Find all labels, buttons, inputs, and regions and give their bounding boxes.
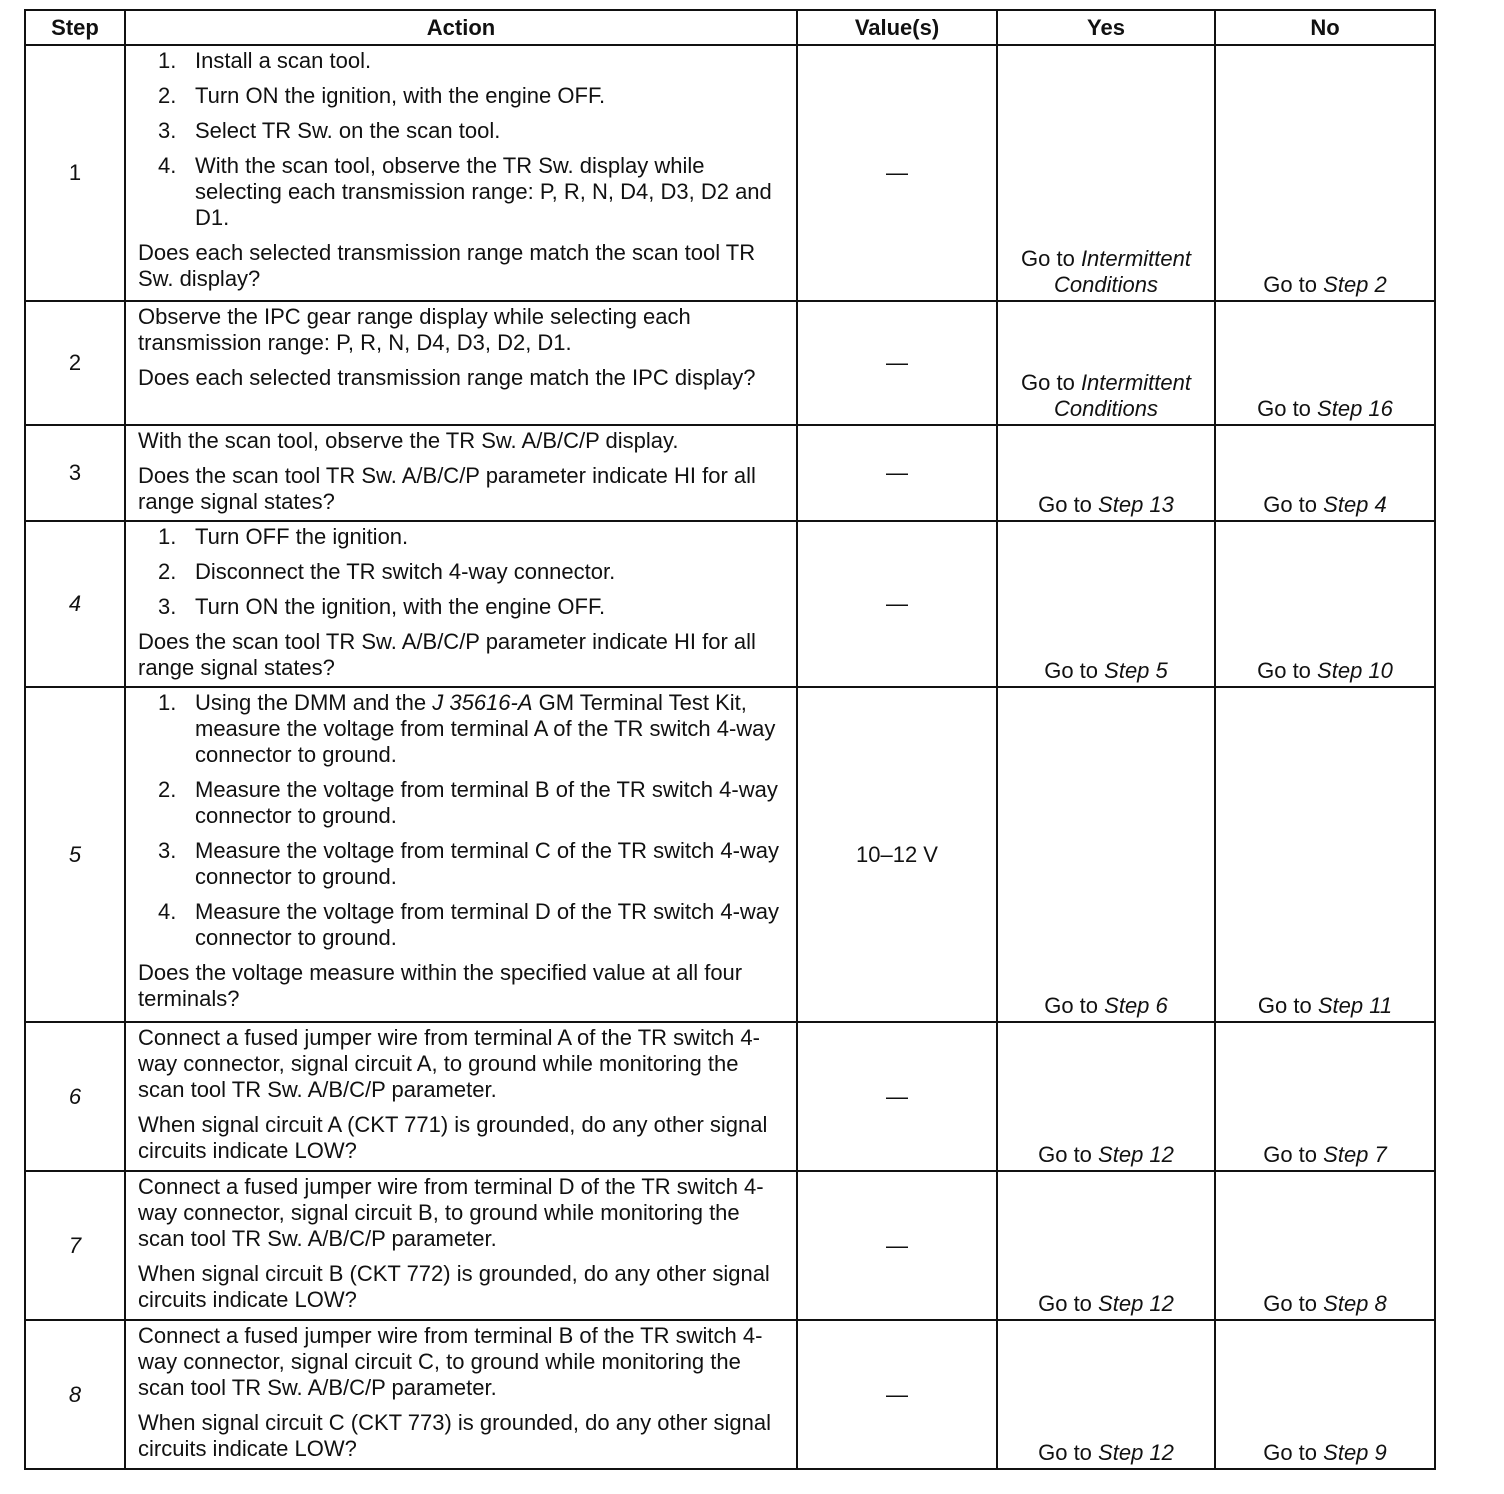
yes-cell: Go to Step 12 bbox=[997, 1022, 1215, 1171]
step-number: 2 bbox=[25, 301, 125, 425]
value-cell: — bbox=[797, 425, 997, 521]
action-question: When signal circuit C (CKT 773) is grounded, do any other signal circuits indicate LOW? bbox=[138, 1410, 772, 1461]
list-item: 4. Measure the voltage from terminal D of the TR switch 4-way connector to ground. bbox=[158, 899, 780, 950]
table-row bbox=[25, 1171, 1435, 1320]
action-cell bbox=[125, 45, 797, 301]
step-number: 3 bbox=[25, 425, 125, 521]
no-cell: Go to Step 7 bbox=[1215, 1022, 1435, 1171]
value-cell: — bbox=[797, 1320, 997, 1469]
yes-cell: Go to Step 6 bbox=[997, 687, 1215, 1022]
action-intro: Connect a fused jumper wire from terminal B of the TR switch 4-way connector, signal circuit C, to ground while monitoring the scan tool TR Sw. A/B/C/P parameter. bbox=[138, 1323, 763, 1400]
action-cell bbox=[125, 425, 797, 521]
action-cell bbox=[125, 301, 797, 425]
table-row bbox=[25, 45, 1435, 301]
list-item: 1. Turn OFF the ignition. bbox=[158, 524, 409, 549]
header-no: No bbox=[1215, 10, 1435, 45]
list-item: 3. Select TR Sw. on the scan tool. bbox=[158, 118, 501, 143]
action-question: Does the scan tool TR Sw. A/B/C/P parameter indicate HI for all range signal states? bbox=[138, 629, 756, 680]
yes-cell: Go to Intermittent Conditions bbox=[997, 45, 1215, 301]
list-item: 4. With the scan tool, observe the TR Sw. display while selecting each transmission range: P, R, N, D4, D3, D2 and D1. bbox=[158, 153, 772, 230]
header-step: Step bbox=[25, 10, 125, 45]
action-cell bbox=[125, 1320, 797, 1469]
header-row bbox=[25, 10, 1435, 45]
action-question: When signal circuit A (CKT 771) is grounded, do any other signal circuits indicate LOW? bbox=[138, 1112, 768, 1163]
table-row bbox=[25, 1320, 1435, 1469]
action-list bbox=[138, 48, 788, 231]
action-cell bbox=[125, 687, 797, 1022]
action-list bbox=[138, 690, 788, 951]
table-row bbox=[25, 1022, 1435, 1171]
value-cell: 10–12 V bbox=[797, 687, 997, 1022]
list-item: 3. Turn ON the ignition, with the engine OFF. bbox=[158, 594, 606, 619]
no-cell: Go to Step 9 bbox=[1215, 1320, 1435, 1469]
step-number: 4 bbox=[25, 521, 125, 687]
list-item: 2. Disconnect the TR switch 4-way connector. bbox=[158, 559, 616, 584]
action-question: Does each selected transmission range match the scan tool TR Sw. display? bbox=[138, 240, 756, 291]
yes-cell: Go to Intermittent Conditions bbox=[997, 301, 1215, 425]
diagnostic-table bbox=[24, 9, 1436, 1470]
header-action: Action bbox=[125, 10, 797, 45]
action-intro: Observe the IPC gear range display while selecting each transmission range: P, R, N, D4, D3, D2, D1. bbox=[138, 304, 691, 355]
yes-cell: Go to Step 5 bbox=[997, 521, 1215, 687]
value-cell: — bbox=[797, 45, 997, 301]
no-cell: Go to Step 8 bbox=[1215, 1171, 1435, 1320]
header-values: Value(s) bbox=[797, 10, 997, 45]
list-item: 3. Measure the voltage from terminal C of the TR switch 4-way connector to ground. bbox=[158, 838, 780, 889]
no-cell: Go to Step 11 bbox=[1215, 687, 1435, 1022]
tool-reference: J 35616-A bbox=[432, 690, 533, 715]
list-item: 1. Install a scan tool. bbox=[158, 48, 372, 73]
step-number: 7 bbox=[25, 1171, 125, 1320]
yes-cell: Go to Step 13 bbox=[997, 425, 1215, 521]
no-cell: Go to Step 10 bbox=[1215, 521, 1435, 687]
action-question: Does each selected transmission range match the IPC display? bbox=[138, 365, 756, 390]
table-row bbox=[25, 687, 1435, 1022]
yes-cell: Go to Step 12 bbox=[997, 1320, 1215, 1469]
step-number: 8 bbox=[25, 1320, 125, 1469]
list-item: 1. Using the DMM and the J 35616-A GM Terminal Test Kit, measure the voltage from terminal A of the TR switch 4-way connector to ground. bbox=[158, 690, 776, 767]
list-item: 2. Turn ON the ignition, with the engine OFF. bbox=[158, 83, 606, 108]
step-number: 5 bbox=[25, 687, 125, 1022]
action-question: Does the voltage measure within the specified value at all four terminals? bbox=[138, 960, 743, 1011]
header-yes: Yes bbox=[997, 10, 1215, 45]
value-cell: — bbox=[797, 521, 997, 687]
action-question: When signal circuit B (CKT 772) is grounded, do any other signal circuits indicate LOW? bbox=[138, 1261, 770, 1312]
action-intro: Connect a fused jumper wire from terminal A of the TR switch 4-way connector, signal circuit A, to ground while monitoring the scan tool TR Sw. A/B/C/P parameter. bbox=[138, 1025, 760, 1102]
value-cell: — bbox=[797, 1171, 997, 1320]
value-cell: — bbox=[797, 1022, 997, 1171]
action-list bbox=[138, 524, 788, 620]
step-number: 6 bbox=[25, 1022, 125, 1171]
no-cell: Go to Step 4 bbox=[1215, 425, 1435, 521]
step-number: 1 bbox=[25, 45, 125, 301]
yes-cell: Go to Step 12 bbox=[997, 1171, 1215, 1320]
table-row bbox=[25, 425, 1435, 521]
value-cell: — bbox=[797, 301, 997, 425]
action-cell bbox=[125, 1171, 797, 1320]
no-cell: Go to Step 2 bbox=[1215, 45, 1435, 301]
table-row bbox=[25, 521, 1435, 687]
list-item: 2. Measure the voltage from terminal B of the TR switch 4-way connector to ground. bbox=[158, 777, 778, 828]
no-cell: Go to Step 16 bbox=[1215, 301, 1435, 425]
action-cell bbox=[125, 1022, 797, 1171]
action-intro: With the scan tool, observe the TR Sw. A/B/C/P display. bbox=[138, 428, 679, 453]
action-intro: Connect a fused jumper wire from terminal D of the TR switch 4-way connector, signal circuit B, to ground while monitoring the scan tool TR Sw. A/B/C/P parameter. bbox=[138, 1174, 764, 1251]
action-question: Does the scan tool TR Sw. A/B/C/P parameter indicate HI for all range signal states? bbox=[138, 463, 756, 514]
action-cell bbox=[125, 521, 797, 687]
table-row bbox=[25, 301, 1435, 425]
